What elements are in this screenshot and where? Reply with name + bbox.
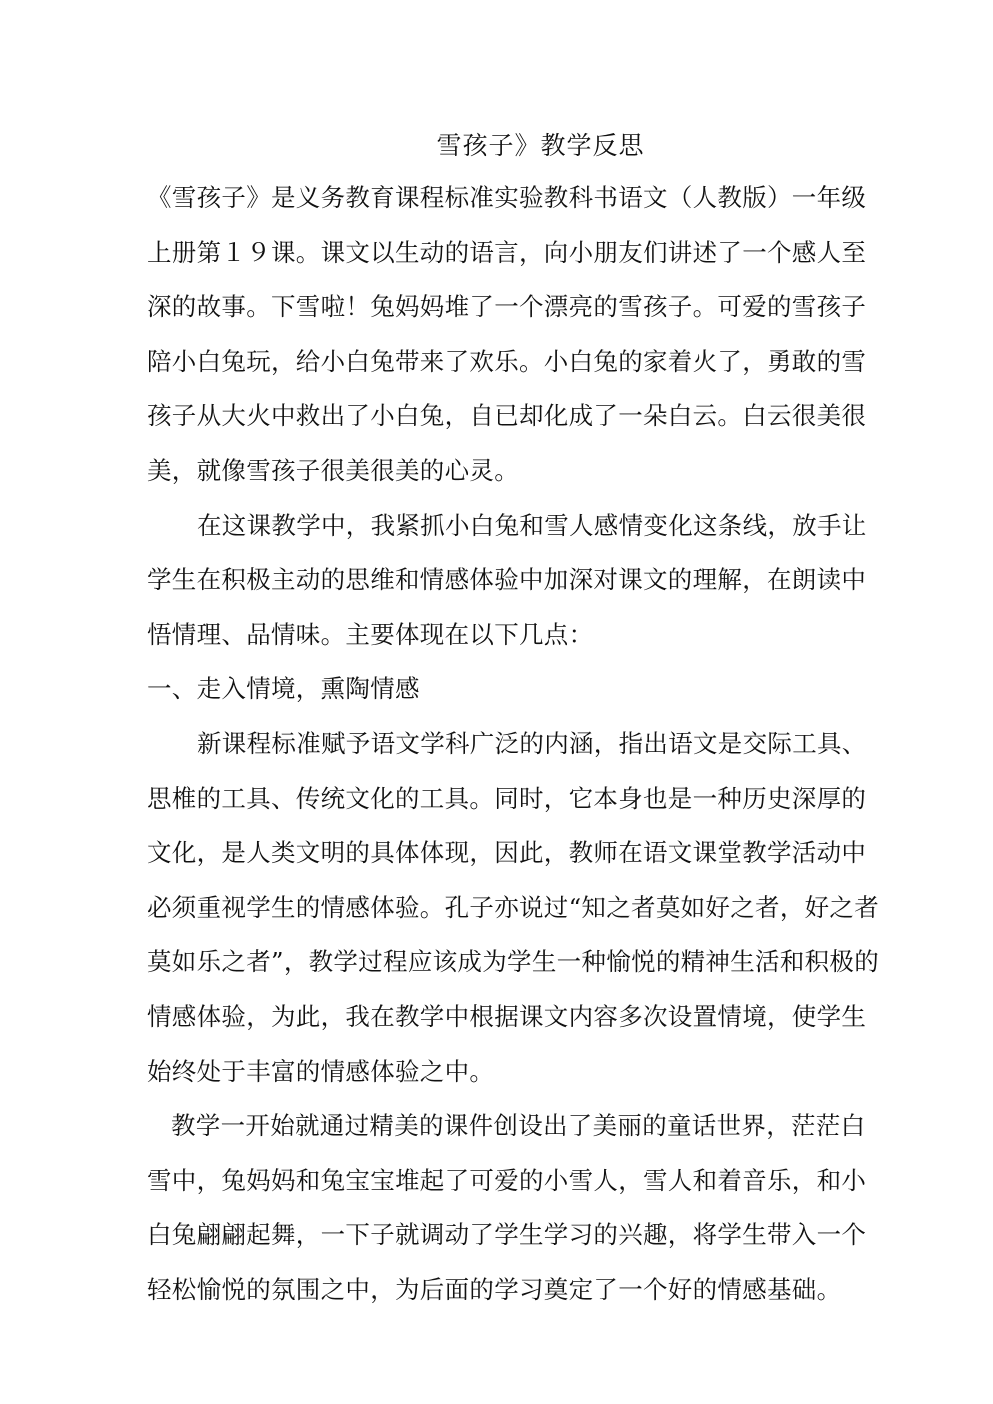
text-line: 陪小白兔玩，给小白兔带来了欢乐。小白兔的家着火了，勇敢的雪 (147, 346, 867, 376)
text-line: 教学一开始就通过精美的课件创设出了美丽的童话世界，茫茫白 (171, 1111, 866, 1141)
text-line: 白兔翩翩起舞，一下子就调动了学生学习的兴趣，将学生带入一个 (147, 1220, 867, 1250)
text-line: 莫如乐之者”，教学过程应该成为学生一种愉悦的精神生活和积极的 (147, 947, 880, 977)
text-line: 轻松愉悦的氛围之中，为后面的学习奠定了一个好的情感基础。 (147, 1274, 842, 1304)
text-line: 《雪孩子》是义务教育课程标准实验教科书语文（人教版）一年级 (147, 183, 867, 212)
text-line: 文化，是人类文明的具体体现，因此，教师在语文课堂教学活动中 (147, 838, 867, 868)
document-title: 雪孩子》教学反思 (436, 131, 645, 160)
text-line: 深的故事。下雪啦！兔妈妈堆了一个漂亮的雪孩子。可爱的雪孩子 (147, 292, 867, 322)
text-line: 上册第１９课。课文以生动的语言，向小朋友们讲述了一个感人至 (147, 237, 867, 267)
text-line: 美，就像雪孩子很美很美的心灵。 (147, 455, 519, 485)
text-line: 悟情理、品情味。主要体现在以下几点： (147, 619, 594, 649)
text-line: 情感体验，为此，我在教学中根据课文内容多次设置情境，使学生 (147, 1001, 867, 1031)
text-line: 新课程标准赋予语文学科广泛的内涵，指出语文是交际工具、 (197, 728, 867, 758)
text-line: 雪中，兔妈妈和兔宝宝堆起了可爱的小雪人，雪人和着音乐，和小 (147, 1165, 867, 1195)
text-line: 在这课教学中，我紧抓小白兔和雪人感情变化这条线，放手让 (197, 510, 867, 540)
text-line: 必须重视学生的情感体验。孔子亦说过“知之者莫如好之者，好之者 (147, 892, 880, 922)
section-heading: 一、走入情境，熏陶情感 (147, 674, 420, 704)
text-line: 思椎的工具、传统文化的工具。同时，它本身也是一种历史深厚的 (147, 783, 867, 813)
text-line: 孩子从大火中救出了小白兔，自已却化成了一朵白云。白云很美很 (147, 401, 867, 431)
text-line: 学生在积极主动的思维和情感体验中加深对课文的理解，在朗读中 (147, 565, 867, 595)
document-body (147, 180, 880, 1326)
text-line: 始终处于丰富的情感体验之中。 (147, 1056, 495, 1086)
